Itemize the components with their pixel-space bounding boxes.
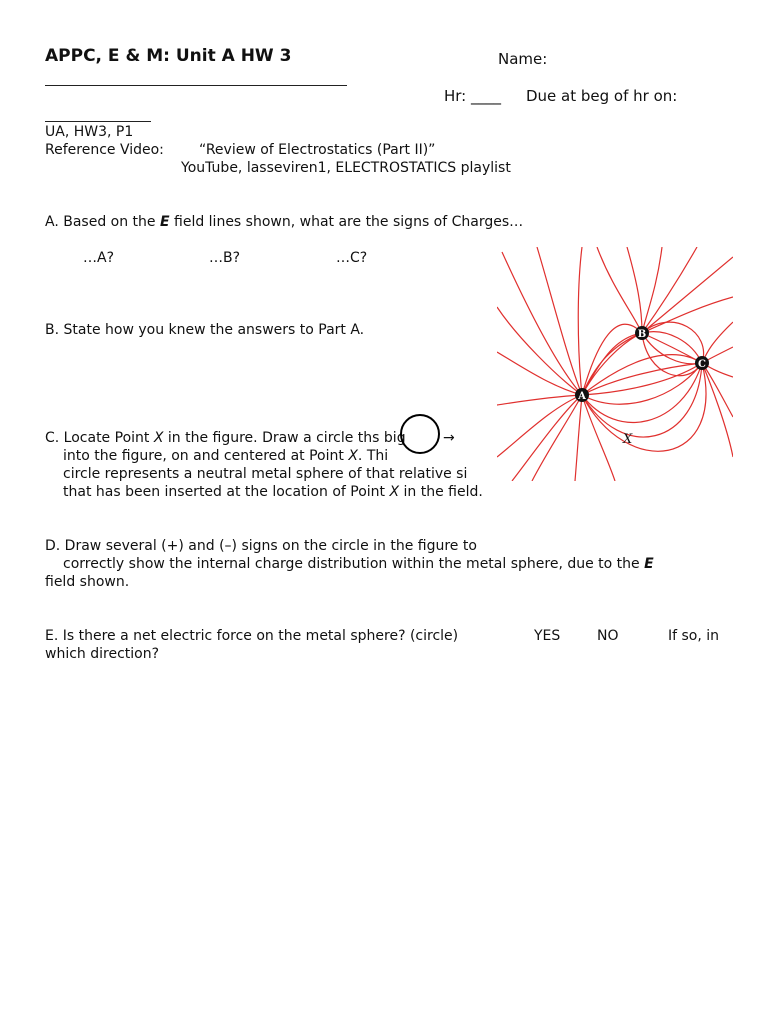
field-line (532, 395, 582, 481)
field-line (575, 395, 582, 481)
question-e: E. Is there a net electric force on the metal sphere? (circle) (45, 628, 459, 644)
svg-text:B: B (637, 329, 647, 340)
field-line (642, 247, 662, 333)
question-d-line-1: D. Draw several (+) and (–) signs on the circle in the figure to (45, 538, 477, 554)
hour-label: Hr: ____ (444, 87, 502, 105)
question-a-charge-a: …A? (83, 250, 115, 266)
svg-text:A: A (578, 391, 586, 402)
field-line (497, 307, 582, 395)
question-c-line-2: into the figure, on and centered at Point X. Thi (63, 448, 389, 464)
question-c-line-1: C. Locate Point X in the figure. Draw a circle ths big (45, 430, 406, 446)
question-d-line-2: correctly show the internal charge distribution within the metal sphere, due to the E (63, 556, 654, 572)
question-a-charge-b: …B? (209, 250, 241, 266)
field-line (702, 363, 733, 457)
question-b: B. State how you knew the answers to Part A. (45, 322, 365, 338)
question-a: A. Based on the E field lines shown, what are the signs of Charges… (45, 214, 524, 230)
due-blank-line (45, 121, 151, 122)
field-line (512, 395, 582, 481)
field-line (497, 395, 582, 457)
sample-circle (400, 414, 440, 454)
electric-field-figure (497, 247, 733, 481)
arrow-icon: → (443, 430, 455, 446)
svg-text:C: C (698, 359, 706, 370)
charge-c (695, 356, 709, 370)
field-line (582, 363, 702, 404)
page-title: APPC, E & M: Unit A HW 3 (45, 46, 292, 66)
field-line (642, 297, 733, 333)
field-line (582, 395, 615, 481)
field-line (582, 363, 702, 422)
field-line (502, 252, 582, 395)
assignment-code: UA, HW3, P1 (45, 124, 134, 140)
reference-source: YouTube, lasseviren1, ELECTROSTATICS playlist (181, 160, 511, 176)
charge-b (635, 326, 649, 340)
answer-no: NO (597, 628, 619, 644)
reference-video-title: “Review of Electrostatics (Part II)” (199, 142, 436, 158)
question-d-line-3: field shown. (45, 574, 130, 590)
field-line (597, 247, 642, 333)
field-line (497, 395, 582, 405)
name-label: Name: (498, 50, 548, 68)
question-a-charge-c: …C? (336, 250, 368, 266)
reference-label: Reference Video: (45, 142, 164, 158)
field-line (702, 322, 733, 363)
field-line (537, 247, 582, 395)
answer-yes: YES (534, 628, 561, 644)
field-line (582, 363, 706, 451)
if-so-text: If so, in (668, 628, 720, 644)
question-c-line-3: circle represents a neutral metal sphere of that relative si (63, 466, 468, 482)
point-x-label: X (623, 432, 633, 447)
question-c-line-4: that has been inserted at the location of Point X in the field. (63, 484, 483, 500)
field-line (578, 247, 582, 395)
due-label: Due at beg of hr on: (526, 87, 678, 105)
charge-a (575, 388, 589, 402)
e-symbol: E (644, 556, 654, 572)
field-line (642, 257, 733, 333)
e-symbol: E (159, 214, 170, 230)
name-blank-line (45, 85, 347, 86)
question-e-line-2: which direction? (45, 646, 160, 662)
